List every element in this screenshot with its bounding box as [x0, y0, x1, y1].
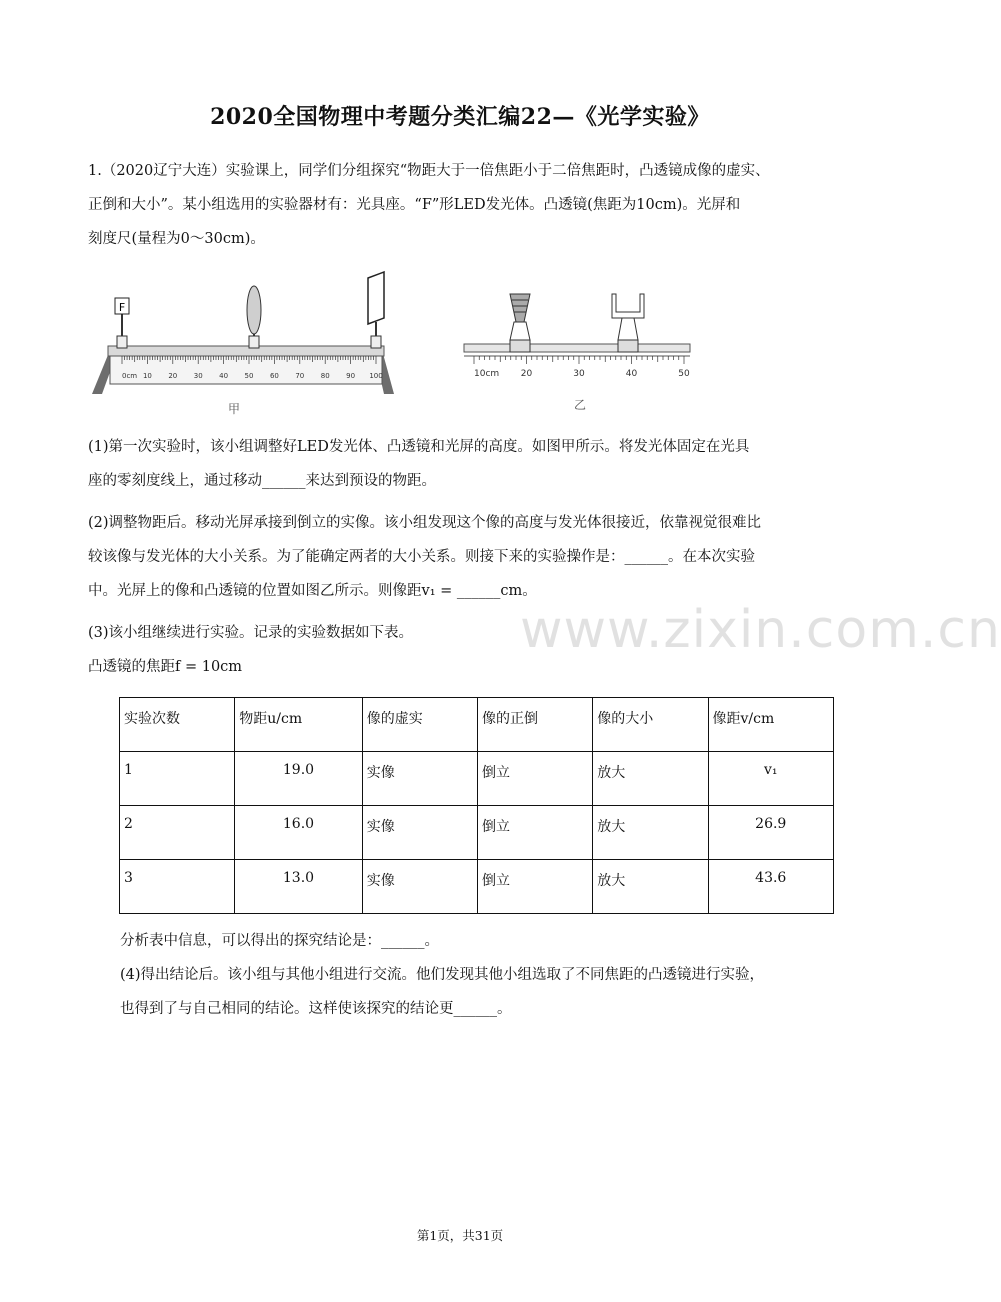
table-row [120, 752, 834, 806]
closeup-scale-ticks [474, 356, 684, 364]
watermark: www.zixin.com.cn [520, 600, 1001, 660]
closeup-illustration [462, 272, 692, 392]
light-screen [368, 272, 384, 324]
scale-label: 100 [369, 372, 383, 380]
data-table [119, 697, 834, 914]
scale-label: 60 [269, 372, 279, 380]
table-cell: 实像 [362, 752, 477, 806]
table-cell: 放大 [593, 806, 708, 860]
table-cell: 实像 [362, 806, 477, 860]
part-3-line-1: (3)该小组继续进行实验。记录的实验数据如下表。 [88, 625, 414, 641]
part-3 [88, 616, 848, 684]
table-cell: 放大 [593, 752, 708, 806]
led-source-letter: F [118, 301, 126, 314]
scale-label: 80 [320, 372, 330, 380]
table-header-cell: 像的大小 [593, 698, 708, 752]
scale-label: 20 [168, 372, 178, 380]
closeup-screen [612, 294, 644, 318]
table-cell: 倒立 [477, 752, 592, 806]
table-header-cell: 实验次数 [120, 698, 235, 752]
figure-closeup-yi [462, 272, 692, 412]
closeup-screen-base [618, 340, 638, 352]
part-4-line-2: 也得到了与自己相同的结论。这样使该探究的结论更______。 [120, 1001, 512, 1017]
table-header-row [120, 698, 834, 752]
scale-label: 90 [346, 372, 356, 380]
closeup-lens [510, 294, 530, 322]
table-header-cell: 物距u/cm [235, 698, 362, 752]
table-cell: 19.0 [235, 752, 362, 806]
focal-length-note: 凸透镜的焦距f = 10cm [88, 659, 243, 675]
optical-bench-illustration [88, 272, 398, 422]
table-cell: 1 [120, 752, 235, 806]
table-header-cell: 像的正倒 [477, 698, 592, 752]
scale-label: 30 [573, 369, 585, 379]
scale-label: 50 [678, 369, 690, 379]
question-line-1: 1.（2020辽宁大连）实验课上，同学们分组探究“物距大于一倍焦距小于二倍焦距时，凸透镜成像的虚实、 [88, 163, 770, 179]
table-header-cell: 像距v/cm [708, 698, 834, 752]
scale-label: 0cm [122, 372, 138, 380]
part-1-line-1: (1)第一次实验时，该小组调整好LED发光体、凸透镜和光屏的高度。如图甲所示。将发光体固定在光具 [88, 439, 750, 455]
table-cell: 13.0 [235, 860, 362, 914]
part-1 [88, 430, 848, 498]
closeup-lens-base [510, 340, 530, 352]
table-cell: 2 [120, 806, 235, 860]
scale-label: 30 [193, 372, 203, 380]
part-2-line-2: 较该像与发光体的大小关系。为了能确定两者的大小关系。则接下来的实验操作是：______。在本次实验 [88, 549, 755, 565]
scale-label: 40 [219, 372, 229, 380]
closeup-screen-clamp [618, 318, 638, 340]
table-cell: 43.6 [708, 860, 834, 914]
question-line-3: 刻度尺(量程为0～30cm)。 [88, 231, 265, 247]
figure-optical-bench-jia [88, 272, 398, 426]
analysis-question: 分析表中信息，可以得出的探究结论是：______。 [120, 933, 439, 949]
screen-holder [371, 336, 381, 348]
part-2-line-1: (2)调整物距后。移动光屏承接到倒立的实像。该小组发现这个像的高度与发光体很接近，依靠视觉很难比 [88, 515, 762, 531]
closeup-rail [464, 344, 690, 352]
scale-label: 70 [295, 372, 305, 380]
figure-jia-caption: 甲 [228, 402, 241, 416]
convex-lens [247, 286, 261, 334]
table-cell: 放大 [593, 860, 708, 914]
closeup-lens-clamp [510, 322, 530, 340]
table-cell: 倒立 [477, 806, 592, 860]
scale-label: 50 [244, 372, 254, 380]
page-footer: 第1页，共31页 [416, 1228, 504, 1243]
part-1-line-2: 座的零刻度线上，通过移动______来达到预设的物距。 [88, 473, 436, 489]
led-holder [117, 336, 127, 348]
table-cell: 16.0 [235, 806, 362, 860]
table-header-cell: 像的虚实 [362, 698, 477, 752]
part-2-line-3: 中。光屏上的像和凸透镜的位置如图乙所示。则像距v₁ = ______cm。 [88, 583, 537, 599]
scale-label: 20 [520, 369, 533, 379]
question-line-2: 正倒和大小”。某小组选用的实验器材有：光具座。“F”形LED发光体。凸透镜(焦距为10cm)。光屏和 [88, 197, 741, 213]
figure-yi-caption: 乙 [574, 398, 587, 412]
table-row [120, 860, 834, 914]
scale-label: 10cm [474, 369, 500, 379]
bench-rail [108, 346, 384, 356]
part-4-line-1: (4)得出结论后。该小组与其他小组进行交流。他们发现其他小组选取了不同焦距的凸透镜进行实验， [120, 967, 765, 983]
table-cell: 26.9 [708, 806, 834, 860]
closeup-scale-labels [474, 369, 690, 379]
table-cell: 3 [120, 860, 235, 914]
scale-label: 40 [625, 369, 638, 379]
table-row [120, 806, 834, 860]
table-cell: 实像 [362, 860, 477, 914]
part-2 [88, 506, 848, 608]
question-stem [88, 154, 848, 256]
page-title: 2020全国物理中考题分类汇编22—《光学实验》 [210, 104, 710, 130]
scale-label: 10 [142, 372, 152, 380]
table-cell: 倒立 [477, 860, 592, 914]
part-4 [120, 958, 860, 1026]
table-cell: v₁ [708, 752, 834, 806]
lens-holder [249, 336, 259, 348]
